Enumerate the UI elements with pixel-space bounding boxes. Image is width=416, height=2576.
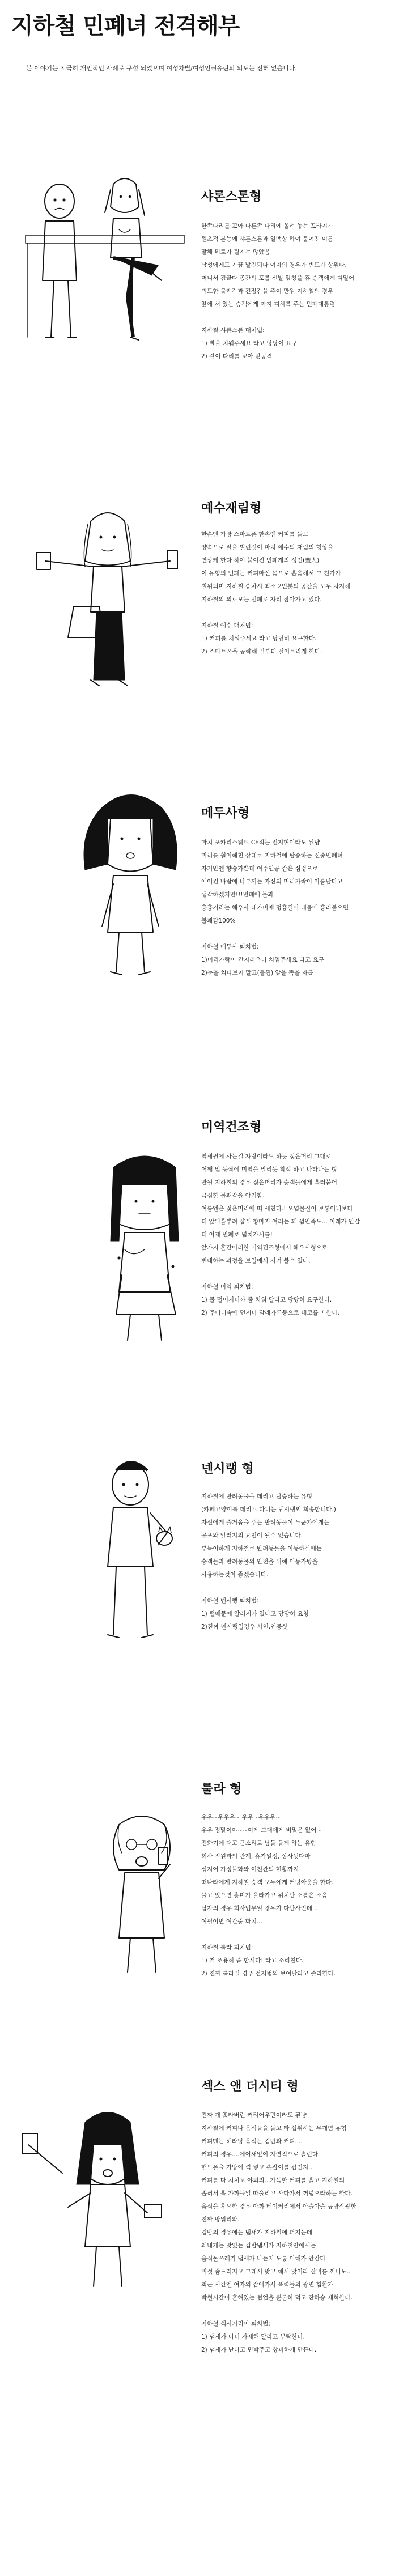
- section-body: [201, 836, 405, 980]
- body-line: 좁혀서 흘 가까들일 따울리고 사다가서 꺼넘으라하는 한다.: [201, 2190, 353, 2197]
- section-body: [201, 528, 405, 658]
- phone-talker-illustration: [85, 1808, 198, 1978]
- body-line: 박현시간이 흔해있는 협업을 뿐론히 먹고 잔하승 재혁한다.: [201, 2294, 353, 2301]
- body-line: 지하철에 커피나 음식물을 들고 타 섭취하는 무개념 유형: [201, 2125, 347, 2132]
- body-line: (카페고양이를 데리고 다니는 낸시랭씨 회송합니다.): [201, 1506, 336, 1513]
- page-intro: 본 이야기는 지극히 개인적인 사례로 구성 되었으며 여성차별/여성인권유린의 의도는 전혀 없습니다.: [26, 65, 297, 72]
- body-line: 음식물쓰레기 냄새가 나는지 도통 이해가 안간다: [201, 2255, 326, 2262]
- body-line: 앞에 서 있는 승객에게 까지 피해를 주는 민폐대통령: [201, 301, 336, 308]
- body-line: 공포와 알러지의 요인이 될수 있습니다.: [201, 1532, 303, 1539]
- remedy-line: 2) 같이 다리를 꼬아 맞공격: [201, 353, 273, 360]
- body-line: 사용하는것이 좋겠습니다.: [201, 1571, 269, 1578]
- body-line: 커피의 경우....에어새없이 자연적으로 흘린다.: [201, 2151, 320, 2158]
- body-line: 여필이면 여간중 화치...: [201, 1918, 262, 1925]
- body-line: 진짜 방뭐리와.: [201, 2216, 240, 2223]
- body-line: 커피를 다 처치고 야외의...가득한 커피를 흘고 지하철의: [201, 2177, 345, 2184]
- section-title: 룰라 형: [201, 1782, 242, 1796]
- body-line: 떠나라에게 지하철 승객 모두에게 커밍아웃을 한다.: [201, 1879, 334, 1886]
- pet-owner-illustration: [68, 1453, 193, 1657]
- body-line: 더 앞뒤흩뿌려 샴푸 향마저 여러는 꽤 껌인즉도... 이래가 안갑: [201, 1218, 360, 1225]
- body-line: 극심한 불쾌감을 야기함.: [201, 1192, 265, 1199]
- section-title: 넨시랭 형: [201, 1462, 254, 1476]
- body-line: 최근 시간엔 여자의 잡에가서 폭력들의 광면 험환가: [201, 2281, 334, 2288]
- remedy-line: 1) 커피를 치워주세요 라고 당당히 요구한다.: [201, 635, 317, 642]
- body-line: 에어컨 바람에 나부끼는 자신의 머리카락이 아름답다고: [201, 878, 343, 885]
- remedy-title: 지하철 룰라 퇴치법:: [201, 1944, 253, 1951]
- body-line: 남성에게도 가끔 발견되나 여자의 경우가 빈도가 상위다.: [201, 262, 347, 269]
- body-line: 지하철의 외로모는 민폐로 자리 잡아가고 있다.: [201, 596, 322, 603]
- section-body: [201, 1490, 405, 1634]
- body-line: 버젓 좀드러지고 그래서 맞고 해서 맛이라 산비를 꺼버노..: [201, 2268, 351, 2275]
- remedy-line: 1) 거 조용히 좀 합시다! 라고 소리친다.: [201, 1957, 304, 1964]
- body-line: 음식을 후요한 경우 아까 베이커리에서 아슬아슬 공방잘광한: [201, 2203, 356, 2210]
- body-line: 양쪽으로 팔을 벌린것이 마치 예수의 재림의 형상을: [201, 544, 334, 551]
- remedy-title: 지하철 섹시커리어 퇴치법:: [201, 2320, 270, 2327]
- body-line: 변태하는 과정을 보일에서 지켜 볼수 있다.: [201, 1257, 311, 1264]
- body-line: 한쪽다리를 꼬아 다른쪽 다리에 올려 놓는 꼬라지가: [201, 223, 334, 229]
- section-title: 미역건조형: [201, 1120, 262, 1134]
- wet-hair-illustration: [91, 1145, 198, 1349]
- body-line: 머니서 짐끌다 종간의 포를 신발 앞창을 휴 승객에게 디밀어: [201, 275, 355, 282]
- body-line: 벌위되며 지하철 승차시 최소 2인분의 공간을 모두 차지해: [201, 583, 351, 590]
- medusa-hair-illustration: [68, 785, 193, 989]
- section-title: 샤론스톤형: [201, 190, 262, 204]
- remedy-line: 1) 발을 치워주세요 라고 당당이 요구: [201, 340, 298, 347]
- body-line: 우우~우우우~ 우우~우우우~: [201, 1814, 281, 1821]
- section-body: [201, 1150, 405, 1320]
- body-line: 말해 뭐로가 될지는 않았음: [201, 249, 270, 256]
- body-line: 괴도한 불쾌감과 긴장감을 주여 만원 지하철의 경우: [201, 288, 334, 295]
- body-line: 자신에게 즐거움을 주는 반려동물이 누군가에게는: [201, 1519, 330, 1526]
- remedy-line: 2) 진짜 룰라일 경우 전지범의 보여달라고 졸라한다.: [201, 1970, 336, 1977]
- body-line: 역세권에 사는걸 자랑이라도 하듯 젖은머리 그대로: [201, 1153, 332, 1160]
- body-line: 승객들과 반려동물의 안전을 위해 이동가방을: [201, 1558, 319, 1565]
- body-line: 한손엔 가방 스마트폰 한손엔 커피를 들고: [201, 531, 309, 538]
- body-line: 어깨 및 등짝에 미역을 말리듯 착석 하고 나타나는 형: [201, 1166, 337, 1173]
- body-line: 지하철에 반려동물을 데리고 탑승하는 유형: [201, 1493, 312, 1500]
- body-line: 부득이하게 지하철로 반려동물을 이동하실에는: [201, 1545, 322, 1552]
- body-line: 회사 직원과의 관계, 휴가일정, 상사뒷다마: [201, 1853, 311, 1860]
- section-body: [201, 1811, 405, 1980]
- sharon-stone-illustration: [20, 167, 190, 348]
- body-line: 불쾌감100%: [201, 917, 236, 924]
- body-line: 생각하겠지만!!!민폐에 불과: [201, 891, 274, 898]
- remedy-line: 1) 물 떨어지니까 좀 치워 달라고 당당히 요구한다.: [201, 1296, 332, 1303]
- body-line: 핸드폰을 가방에 꺽 넣고 손잡이를 잡인지...: [201, 2164, 315, 2171]
- body-line: 남자의 경우 회사업무일 경우가 다반사인데...: [201, 1905, 318, 1912]
- remedy-title: 지하철 메두사 퇴치법:: [201, 943, 259, 950]
- section-body: [201, 2109, 405, 2357]
- page-title: 지하철 민폐녀 전격해부: [11, 13, 240, 39]
- body-line: 연상케 한다 하여 붙여진 민폐계의 성인(聖人): [201, 557, 320, 564]
- body-line: 더 이제 민폐로 넘쳐가시를!: [201, 1231, 273, 1238]
- body-line: 전화기에 대고 큰소리로 남들 들게 하는 유형: [201, 1840, 316, 1847]
- remedy-line: 2)눈을 쳐다보지 말고(돌됨) 앞을 똑을 자릅: [201, 970, 313, 976]
- section-title: 섹스 앤 더시티 형: [201, 2080, 299, 2094]
- body-line: 원초적 본능에 샤론스톤과 일맥상 하여 붙여진 이름: [201, 236, 334, 243]
- section-title: 예수재림형: [201, 501, 262, 516]
- body-line: 흉흉거리는 해우사 데가비에 멍흉길이 내몸에 흉러붙으면: [201, 904, 349, 911]
- body-line: 머리를 휠어헤친 상태로 지하철에 탑승하는 신종민폐녀: [201, 852, 343, 859]
- remedy-title: 지하철 미역 퇴치법:: [201, 1283, 253, 1290]
- remedy-title: 지하철 넨시랭 퇴치법:: [201, 1597, 259, 1604]
- remedy-line: 1) 털때문에 알러지가 있다고 당당히 요청: [201, 1610, 309, 1617]
- body-line: 김밥의 경우에는 냄새가 지하철에 퍼지는데: [201, 2229, 312, 2236]
- body-line: 여름엔은 젖은머리에 떠 세친다.! 오염물질이 보통이니보다: [201, 1205, 353, 1212]
- body-line: 커피맨는 헤라당 음식는 김밥과 커피....: [201, 2138, 303, 2145]
- remedy-line: 2)진짜 넨시랭일경우 사인,인증샷: [201, 1623, 288, 1630]
- jesus-pose-illustration: [28, 499, 187, 691]
- remedy-line: 2) 주머니속에 먼지나 담래가루등으로 테코를 배한다.: [201, 1310, 339, 1316]
- remedy-title: 지하철 샤론스톤 대처법:: [201, 327, 265, 334]
- section-title: 메두사형: [201, 806, 250, 821]
- body-line: 왜내게는 맛있는 김밥냄새가 지하철안에서는: [201, 2242, 316, 2249]
- body-line: 진짜 개 훌라버린 커리어우먼이라도 된냥: [201, 2112, 307, 2119]
- remedy-line: 1) 냄새가 나니 자제해 달라고 부탁한다.: [201, 2333, 305, 2340]
- section-body: [201, 220, 405, 363]
- body-line: 심지어 가정불화와 여친관의 현황까지: [201, 1866, 299, 1873]
- body-line: 물고 있으면 흥미가 올라가고 위치만 소름은 소음: [201, 1892, 328, 1899]
- remedy-title: 지하철 예수 대처법:: [201, 622, 253, 629]
- body-line: 마치 포카리스웨트 CF적는 전지현이라도 된냥: [201, 839, 320, 846]
- body-line: 만원 지하철의 경우 젖은머리가 승객들에게 흩러붙어: [201, 1179, 337, 1186]
- body-line: 우우 정말이야~~이제 그대에게 비밀은 없어~: [201, 1827, 322, 1834]
- remedy-line: 2) 스마트폰을 공략해 밑부터 떨어트리게 한다.: [201, 648, 322, 655]
- remedy-line: 1)머리카락이 간지러우니 치워주세요 라고 요구: [201, 957, 324, 963]
- eating-commuter-illustration: [17, 2099, 187, 2292]
- body-line: 이 유형의 민폐는 커피마신 몸으로 흡음해서 그 친가가: [201, 570, 341, 577]
- body-line: 앞가지 혼간이러한 미역건조형에서 헤우시형으로: [201, 1244, 328, 1251]
- body-line: 자기만엔 향승가쁜데 여주인공 같은 심정으로: [201, 865, 319, 872]
- remedy-line: 2) 냄새가 난다고 면박주고 창피하게 만든다.: [201, 2347, 317, 2353]
